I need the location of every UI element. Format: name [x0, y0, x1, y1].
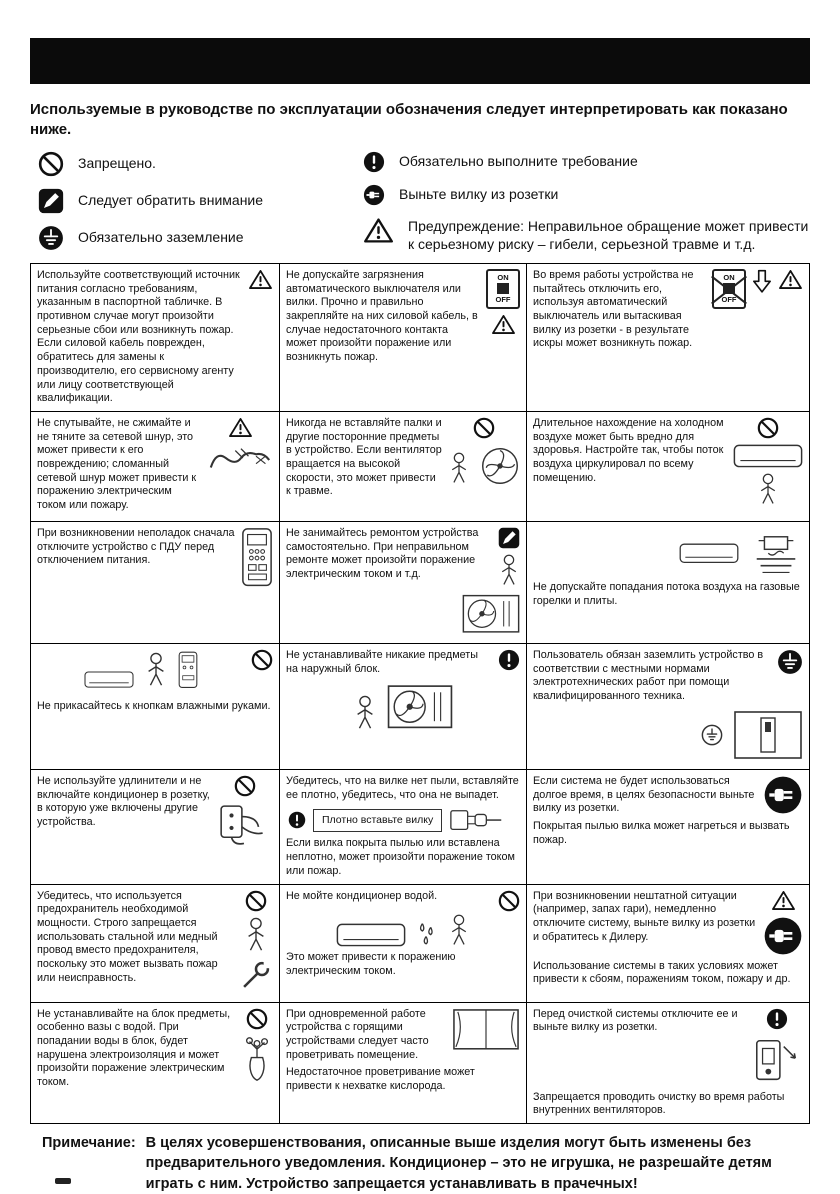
warning-icon	[778, 269, 803, 290]
safety-text: Не спутывайте, не сжимайте и не тяните за сетевой шнур, это может привести к его повреждению; сломанный сетевой шнур может привести к поражению электрическим током или пожару.	[37, 416, 197, 512]
safety-text: Если система не будет использоваться долгое время, в целях безопасности выньте вилку из розетки.	[533, 774, 755, 815]
safety-text: Никогда не вставляйте палки и другие посторонние предметы в устройство. Если вентилятор вращается на высокой скорости, это может привести к травме.	[286, 416, 442, 498]
safety-cell-no-airflow-on-stove	[527, 522, 809, 644]
prohibited-icon	[245, 890, 267, 912]
mandatory-icon	[363, 151, 385, 173]
mandatory-icon	[766, 1008, 788, 1030]
prohibited-icon	[473, 417, 495, 439]
window-illustration	[452, 1008, 520, 1051]
note-label: Примечание:	[42, 1134, 136, 1151]
safety-text: Во время работы устройства не пытайтесь отключить его, используя автоматический выключатель или вытаскивая вилку из розетки - в результате искры может возникнуть пожар.	[533, 268, 694, 350]
prohibited-icon	[251, 649, 273, 671]
safety-cell-no-water-washing	[280, 885, 527, 1003]
legend-label: Предупреждение: Неправильное обращение может привести к серьезному риску – гибели, серьезной травме и т.д.	[408, 217, 809, 252]
safety-cell-cord-damage	[31, 412, 280, 522]
ground-outline-icon	[701, 724, 723, 746]
ground-icon	[38, 225, 64, 251]
safety-cell-unplug-before-cleaning	[527, 1003, 809, 1123]
legend	[30, 151, 810, 253]
safety-text: Используйте соответствующий источник питания согласно требованиям, указанным в паспортной табличке. В противном случае могут произойти серьезные сбои или возникнуть пожар. Если силовой кабель поврежден, обратитесь для замены к производителю, его сервисному агенту или лицу соответствующей квалификации.	[37, 268, 240, 405]
power-cord-illustration	[207, 443, 273, 475]
safety-footer-text: Использование системы в таких условиях может привести к сбоям, поражениям током, пожару и др.	[533, 959, 791, 986]
vase-illustration	[241, 1035, 273, 1084]
switch-off-label: OFF	[495, 295, 511, 305]
intro-text: Используемые в руководстве по эксплуатации обозначения следует интерпретировать как показано ниже.	[30, 101, 788, 139]
person-illustration	[448, 452, 470, 486]
breaker-switch-illustration	[486, 269, 520, 309]
fan-illustration	[480, 446, 520, 486]
legend-item-attention	[38, 188, 345, 214]
safety-text: Не допускайте попадания потока воздуха на газовые горелки и плиты.	[533, 581, 800, 607]
ac-unit-illustration	[679, 543, 739, 564]
safety-cell-cold-air	[527, 412, 809, 522]
down-arrow-icon	[753, 269, 771, 294]
safety-footer-text: Покрытая пылью вилка может нагреться и вызвать пожар.	[533, 820, 790, 846]
safety-cell-unplug-when-unused	[527, 770, 809, 885]
ac-unit-illustration	[84, 671, 134, 688]
switch-off-label: OFF	[721, 295, 737, 305]
crossed-out-mark	[712, 269, 746, 309]
safety-cell-remote-first	[31, 522, 280, 644]
attention-icon	[38, 188, 64, 214]
legend-label: Обязательно заземление	[78, 229, 244, 246]
switch-knob	[723, 283, 735, 294]
legend-item-unplug	[363, 184, 810, 206]
prohibited-icon	[246, 1008, 268, 1030]
safety-cell-no-extension-cords	[31, 770, 280, 885]
person-illustration	[353, 695, 377, 732]
attention-icon	[498, 527, 520, 549]
safety-text: Убедитесь, что используется предохранитель необходимой мощности. Строго запрещается использовать стальной или медный провод вместо предохранителя, поскольку это может вызвать пожар или неисправность.	[37, 889, 218, 984]
ground-icon	[777, 649, 803, 675]
legend-label: Запрещено.	[78, 155, 156, 172]
safety-text: При одновременной работе устройства с горящими устройствами следует часто проветривать помещение.	[286, 1007, 429, 1061]
scan-artifact	[55, 1178, 71, 1184]
unplug-icon	[763, 916, 803, 956]
cell-art-area	[37, 649, 245, 692]
safety-cell-no-foreign-objects	[280, 412, 527, 522]
title-bar	[30, 38, 810, 84]
warning-icon	[363, 217, 394, 244]
legend-item-ground	[38, 225, 345, 251]
safety-footer-text: Недостаточное проветривание может привести к нехватке кислорода.	[286, 1066, 475, 1093]
plug-socket-illustration	[449, 807, 505, 833]
mandatory-icon	[288, 811, 306, 829]
safety-text: Не устанавливайте на блок предметы, особенно вазы с водой. При попадании воды в блок, будет нарушена электроизоляция и может произойти поражение электрическим током.	[37, 1007, 231, 1089]
safety-footer-text: Если вилка покрыта пылью или вставлена неплотно, может произойти поражение током или пожар.	[286, 837, 515, 877]
safety-grid	[30, 263, 810, 1124]
switch-on-label: ON	[497, 272, 509, 282]
remote-control-illustration	[178, 651, 198, 689]
plug-callout: Плотно вставьте вилку	[313, 809, 442, 833]
legend-left-column	[30, 151, 345, 253]
person-illustration	[244, 917, 268, 954]
safety-text: Перед очисткой системы отключите ее и выньте вилку из розетки.	[533, 1007, 738, 1034]
safety-text: Не используйте удлинители и не включайте кондиционер в розетку, в которую уже включены другие устройства.	[37, 774, 210, 829]
note-text: В целях усовершенствования, описанные выше изделия могут быть изменены без предварительного уведомления. Кондиционер – это не игрушка, не разрешайте детям играть с ним. Устройство запрещается устанавливать в прачечных!	[145, 1134, 772, 1192]
safety-cell-abnormal-situation	[527, 885, 809, 1003]
safety-text: При возникновении нештатной ситуации (например, запах гари), немедленно отключите систему, выньте вилку из розетки и обратитесь к Дилеру.	[533, 889, 756, 943]
safety-cell-no-switch-off	[527, 264, 809, 412]
breaker-switch-illustration	[712, 269, 746, 309]
note	[30, 1133, 810, 1194]
remote-control-illustration	[241, 527, 273, 587]
safety-cell-ventilation	[280, 1003, 527, 1123]
stove-illustration	[749, 531, 803, 575]
legend-right-column	[355, 151, 810, 253]
safety-cell-insert-plug-firmly	[280, 770, 527, 885]
person-illustration	[757, 473, 779, 507]
legend-label: Выньте вилку из розетки	[399, 186, 559, 203]
legend-item-mandatory	[363, 151, 810, 173]
safety-text: Не занимайтесь ремонтом устройства самостоятельно. При неправильном ремонте может произойти поражение электрическим током и т.д.	[286, 526, 479, 581]
outdoor-unit-illustration	[462, 592, 520, 636]
legend-label: Обязательно выполните требование	[399, 153, 638, 170]
legend-item-warning	[363, 217, 810, 253]
safety-cell-power-source	[31, 264, 280, 412]
breaker-panel-illustration	[733, 710, 803, 760]
safety-cell-grounding	[527, 644, 809, 770]
switch-knob	[497, 283, 509, 294]
unplug-icon	[763, 775, 803, 815]
person-illustration	[448, 914, 470, 948]
safety-footer-text: Запрещается проводить очистку во время работы внутренних вентиляторов.	[533, 1090, 785, 1117]
legend-label: Следует обратить внимание	[78, 192, 264, 209]
person-illustration	[498, 554, 520, 588]
safety-cell-correct-fuse	[31, 885, 280, 1003]
warning-icon	[771, 890, 796, 911]
safety-text: При возникновении неполадок сначала отключите устройство с ПДУ перед отключением питания.	[37, 526, 235, 567]
switch-on-label: ON	[723, 272, 735, 282]
safety-cell-no-self-repair	[280, 522, 527, 644]
safety-cell-no-objects-on-outdoor-unit	[280, 644, 527, 770]
safety-text: Не допускайте загрязнения автоматического выключателя или вилки. Прочно и правильно закрепляйте на них силовой кабель, в случае недостаточного контакта может произойти поражение или возникнуть пожар.	[286, 268, 478, 364]
prohibited-icon	[757, 417, 779, 439]
ac-unit-illustration	[336, 923, 406, 947]
ac-unit-illustration	[733, 444, 803, 468]
prohibited-icon	[498, 890, 520, 912]
safety-text: Пользователь обязан заземлить устройство в соответствии с местными нормами электротехнических работ при помощи квалифицированного техника.	[533, 648, 764, 703]
safety-cell-breaker-clean	[280, 264, 527, 412]
safety-cell-wet-hands	[31, 644, 280, 770]
prohibited-icon	[234, 775, 256, 797]
wrench-illustration	[239, 958, 273, 992]
safety-text: Не мойте кондиционер водой.	[286, 889, 438, 902]
legend-item-prohibited	[38, 151, 345, 177]
water-droplets-illustration	[416, 920, 438, 948]
socket-unplug-illustration	[751, 1035, 803, 1087]
safety-text: Не прикасайтесь к кнопкам влажными руками.	[37, 699, 271, 712]
warning-icon	[248, 269, 273, 290]
overloaded-socket-illustration	[217, 802, 273, 848]
unplug-icon	[363, 184, 385, 206]
safety-cell-no-vases	[31, 1003, 280, 1123]
prohibited-icon	[38, 151, 64, 177]
safety-footer-text: Это может привести к поражению электрическим током.	[286, 951, 456, 978]
safety-text: Не устанавливайте никакие предметы на наружный блок.	[286, 648, 478, 675]
warning-icon	[228, 417, 253, 438]
outdoor-unit-illustration	[387, 682, 453, 732]
safety-text: Длительное нахождение на холодном воздухе может быть вредно для здоровья. Настройте так, чтобы поток воздуха циркулировал по всему помещению.	[533, 416, 724, 484]
warning-icon	[491, 314, 516, 335]
mandatory-icon	[498, 649, 520, 671]
safety-text: Убедитесь, что на вилке нет пыли, вставляйте ее плотно, убедитесь, что она не выпадет.	[286, 774, 519, 801]
person-illustration	[144, 652, 168, 689]
